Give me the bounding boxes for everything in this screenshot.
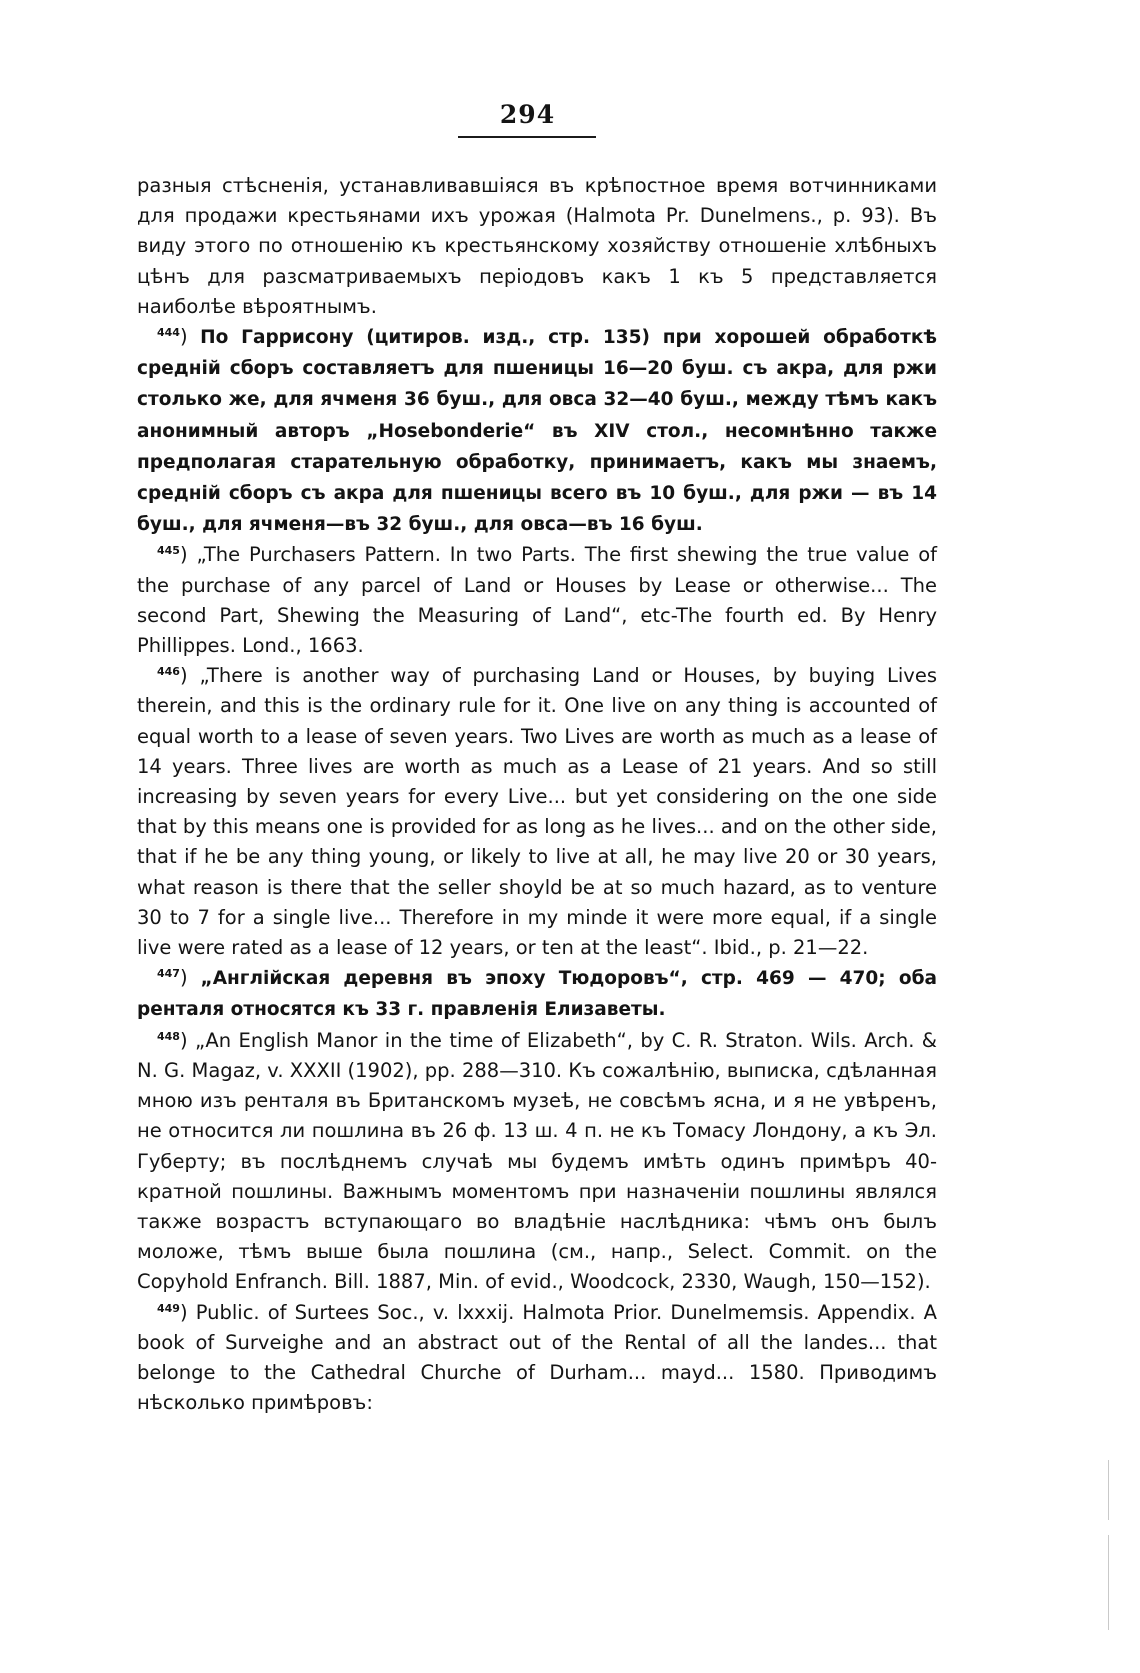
page-number-rule xyxy=(458,136,596,138)
scan-margin-line xyxy=(1108,1535,1109,1630)
footnote-446: $^{446}$) „There is another way of purchasing Land or Houses, by buying Lives therein, and this is the ordinary rule for it. One live on any thing is accounted of equal worth to a lease of seven years. Two Lives are worth as much as a lease of 14 years. Three lives are worth as much as a Lease of 21 years. And so still increasing by seven years for every Live... but yet considering on the one side that by this means one is provided for as long as he lives... and on the other side, that if he be any thing young, or likely to live at all, he may live 20 or 30 years, what reason is there that the seller shoyld be at so much hazard, as to venture 30 to 7 for a single live... Therefore in my minde it were more equal, if a single live were rated as a lease of 12 years, or ten at the least“. Ibid., p. 21—22. xyxy=(137,664,938,960)
footnote-448: $^{448}$) „An English Manor in the time of Elizabeth“, by C. R. Straton. Wils. Arch. & N. G. Magaz, v. XXXII (1902), pp. 288—310. Къ сожалѣнію, выписка, сдѣланная мною изъ ренталя въ Британскомъ музеѣ, не совсѣмъ ясна, и я не увѣренъ, не относится ли пошлина въ 26 ф. 13 ш. 4 п. не къ Томасу Лондону, а къ Эл. Губерту; въ послѣднемъ случаѣ мы будемъ имѣть одинъ примѣръ 40-кратной пошлины. Важнымъ моментомъ при назначеніи пошлины являлся также возрастъ вступающаго во владѣніе наслѣдника: чѣмъ онъ былъ моложе, тѣмъ выше была пошлина (см., напр., Select. Commit. on the Copyhold Enfranch. Bill. 1887, Min. of evid., Woodcock, 2330, Waugh, 150—152). xyxy=(137,1028,938,1294)
footnote-marker: 445 xyxy=(157,544,180,558)
footnote-447: $^{447}$) „Англійская деревня въ эпоху Тюдоровъ“, стр. 469 — 470; оба ренталя относятся къ 33 г. правленія Елизаветы. xyxy=(137,966,937,1021)
footnote-marker: 444 xyxy=(157,326,180,340)
footnote-marker: 449 xyxy=(157,1301,180,1315)
footnote-marker: 448 xyxy=(157,1029,180,1043)
footnote-marker: 446 xyxy=(157,665,180,679)
footnote-text: „An English Manor in the time of Elizabeth“, by C. R. Straton. Wils. Arch. & N. G. Magaz, v. XXXII (1902), pp. 288—310. Къ сожалѣнію, выписка, сдѣланная мною изъ ренталя въ Британскомъ музеѣ, не совсѣмъ ясна, и я не увѣренъ, не относится ли пошлина въ 26 ф. 13 ш. 4 п. не къ Томасу Лондону, а къ Эл. Губерту; въ послѣднемъ случаѣ мы будемъ имѣть одинъ примѣръ 40-кратной пошлины. Важнымъ моментомъ при назначеніи пошлины являлся также возрастъ вступающаго во владѣніе наслѣдника: чѣмъ онъ былъ моложе, тѣмъ выше была пошлина (см., напр., Select. Commit. on the Copyhold Enfranch. Bill. 1887, Min. of evid., Woodcock, 2330, Waugh, 150—152). xyxy=(137,1028,938,1294)
footnote-text: „There is another way of purchasing Land or Houses, by buying Lives therein, and this is the ordinary rule for it. One live on any thing is accounted of equal worth to a lease of seven years. Two Lives are worth as much as a lease of 14 years. Three lives are worth as much as a Lease of 21 years. And so still increasing by seven years for every Live... but yet considering on the one side that by this means one is provided for as long as he lives... and on the other side, that if he be any thing young, or likely to live at all, he may live 20 or 30 years, what reason is there that the seller shoyld be at so much hazard, as to venture 30 to 7 for a single live... Therefore in my minde it were more equal, if a single live were rated as a lease of 12 years, or ten at the least“. Ibid., p. 21—22. xyxy=(137,664,938,960)
footnote-text: „Англійская деревня въ эпоху Тюдоровъ“, стр. 469 — 470; оба ренталя относятся къ 33 г. правленія Елизаветы. xyxy=(137,968,937,1021)
scan-margin-line xyxy=(1108,1460,1109,1520)
paragraph-continuation: разныя стѣсненія, устанавливавшіяся въ крѣпостное время вотчинниками для продажи крестьянами ихъ урожая (Halmota Pr. Dunelmens., p. 93). Въ виду этого по отношенію къ крестьянскому хозяйству отношеніе хлѣбныхъ цѣнъ для разсматриваемыхъ періодовъ какъ 1 къ 5 представляется наиболѣе вѣроятнымъ. xyxy=(137,174,937,318)
footnote-text: По Гаррисону (цитиров. изд., стр. 135) при хорошей обработкѣ среднiй сборъ составляетъ для пшеницы 16—20 буш. съ акра, для ржи столько же, для ячменя 36 буш., для овса 32—40 буш., между тѣмъ какъ анонимный авторъ „Hosebonderie“ въ XIV стол., несомнѣнно также предполагая старательную обработку, принимаетъ, какъ мы знаемъ, средній сборъ съ акра для пшеницы всего въ 10 буш., для ржи — въ 14 буш., для ячменя—въ 32 буш., для овса—въ 16 буш. xyxy=(137,327,937,536)
page-number: 294 xyxy=(499,100,556,129)
footnote-text: Public. of Surtees Soc., v. lxxxij. Halmota Prior. Dunelmemsis. Appendix. A book of Surveighe and an abstract out of the Rental of all the landes... that belonge to the Cathedral Churche of Durham... mayd... 1580. Приводимъ нѣсколько примѣровъ: xyxy=(137,1300,937,1415)
footnote-449: $^{449}$) Public. of Surtees Soc., v. lxxxij. Halmota Prior. Dunelmemsis. Appendix. A book of Surveighe and an abstract out of the Rental of all the landes... that belonge to the Cathedral Churche of Durham... mayd... 1580. Приводимъ нѣсколько примѣровъ: xyxy=(137,1300,937,1415)
footnote-text: „The Purchasers Pattern. In two Parts. The first shewing the true value of the purchase of any parcel of Land or Houses by Lease or otherwise... The second Part, Shewing the Measuring of Land“, etc-The fourth ed. By Henry Phillippes. Lond., 1663. xyxy=(137,543,938,658)
footnote-445: $^{445}$) „The Purchasers Pattern. In two Parts. The first shewing the true value of the purchase of any parcel of Land or Houses by Lease or otherwise... The second Part, Shewing the Measuring of Land“, etc-The fourth ed. By Henry Phillippes. Lond., 1663. xyxy=(137,543,938,658)
footnotes-block xyxy=(137,171,937,1418)
footnote-marker: 447 xyxy=(157,967,180,981)
footnote-444: $^{444}$) По Гаррисону (цитиров. изд., стр. 135) при хорошей обработкѣ среднiй сборъ составляетъ для пшеницы 16—20 буш. съ акра, для ржи столько же, для ячменя 36 буш., для овса 32—40 буш., между тѣмъ какъ анонимный авторъ „Hosebonderie“ въ XIV стол., несомнѣнно также предполагая старательную обработку, принимаетъ, какъ мы знаемъ, средній сборъ съ акра для пшеницы всего въ 10 буш., для ржи — въ 14 буш., для ячменя—въ 32 буш., для овса—въ 16 буш. xyxy=(137,325,937,536)
